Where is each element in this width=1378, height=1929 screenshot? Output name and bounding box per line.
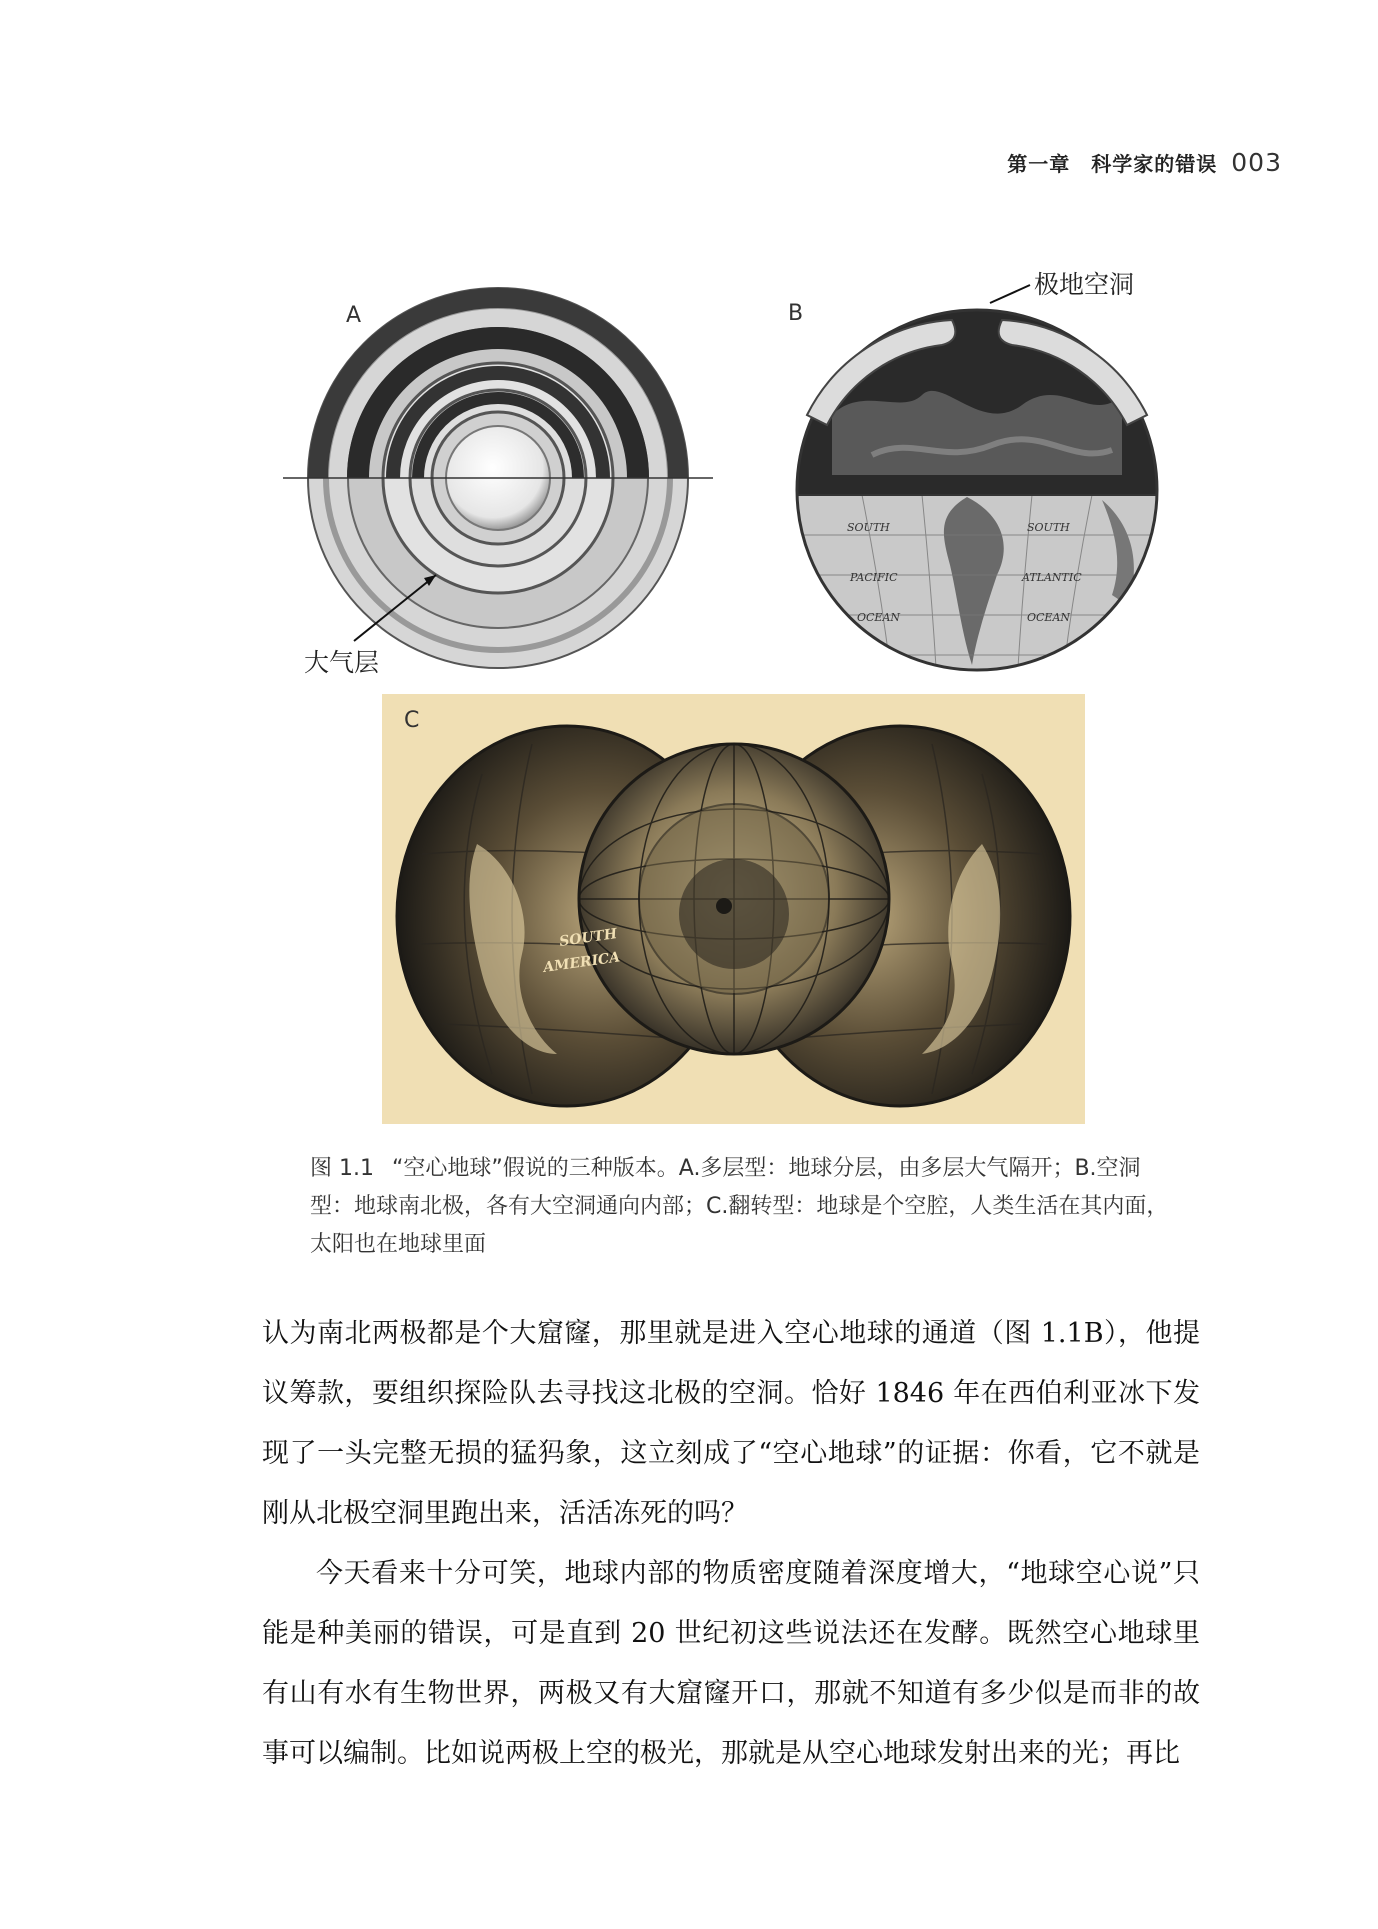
figure-panel-c bbox=[382, 694, 1085, 1124]
map-label-south-east: SOUTH bbox=[1027, 521, 1070, 534]
map-label-south-west: SOUTH bbox=[847, 521, 890, 534]
panel-letter-a: A bbox=[346, 303, 362, 328]
map-label-america: AMERICA bbox=[542, 949, 622, 976]
figure-number: 图 1.1 bbox=[310, 1156, 374, 1181]
map-label-atlantic: ATLANTIC bbox=[1022, 571, 1082, 584]
figure-caption bbox=[310, 1150, 1170, 1264]
layered-earth-illustration bbox=[276, 265, 752, 685]
panel-letter-c: C bbox=[404, 708, 420, 733]
chapter-title: 第一章 科学家的错误 bbox=[1007, 152, 1218, 176]
map-label-ocean-east: OCEAN bbox=[1027, 611, 1071, 624]
page-number: 003 bbox=[1231, 148, 1282, 177]
running-header bbox=[1007, 148, 1282, 182]
map-label-pacific: PACIFIC bbox=[850, 571, 898, 584]
body-paragraph-1: 认为南北两极都是个大窟窿，那里就是进入空心地球的通道（图 1.1B），他提议筹款，要组织探险队去寻找这北极的空洞。恰好 1846 年在西伯利亚冰下发现了一头完整无损的猛犸象，这立刻成了“空心地球”的证据：你看，它不就是刚从北极空洞里跑出来，活活冻死的吗？ bbox=[262, 1318, 1200, 1529]
caption-text: “空心地球”假说的三种版本。A.多层型：地球分层，由多层大气隔开；B.空洞型：地球南北极，各有大空洞通向内部；C.翻转型：地球是个空腔，人类生活在其内面，太阳也在地球里面 bbox=[310, 1156, 1169, 1257]
panel-letter-b: B bbox=[788, 301, 804, 326]
inverted-earth-illustration bbox=[382, 694, 1085, 1124]
polar-hole-earth-illustration bbox=[772, 265, 1180, 685]
body-text bbox=[262, 1304, 1200, 1784]
figure-panel-a bbox=[276, 265, 752, 685]
map-label-ocean-west: OCEAN bbox=[857, 611, 901, 624]
polar-hole-label: 极地空洞 bbox=[1034, 270, 1135, 299]
atmosphere-label: 大气层 bbox=[304, 648, 380, 677]
body-paragraph-2: 今天看来十分可笑，地球内部的物质密度随着深度增大，“地球空心说”只能是种美丽的错误，可是直到 20 世纪初这些说法还在发酵。既然空心地球里有山有水有生物世界，两极又有大窟窿开口，那就不知道有多少似是而非的故事可以编制。比如说两极上空的极光，那就是从空心地球发射出来的光；再比 bbox=[262, 1558, 1200, 1769]
map-label-south: SOUTH bbox=[558, 926, 619, 950]
figure-panel-b bbox=[772, 265, 1180, 685]
